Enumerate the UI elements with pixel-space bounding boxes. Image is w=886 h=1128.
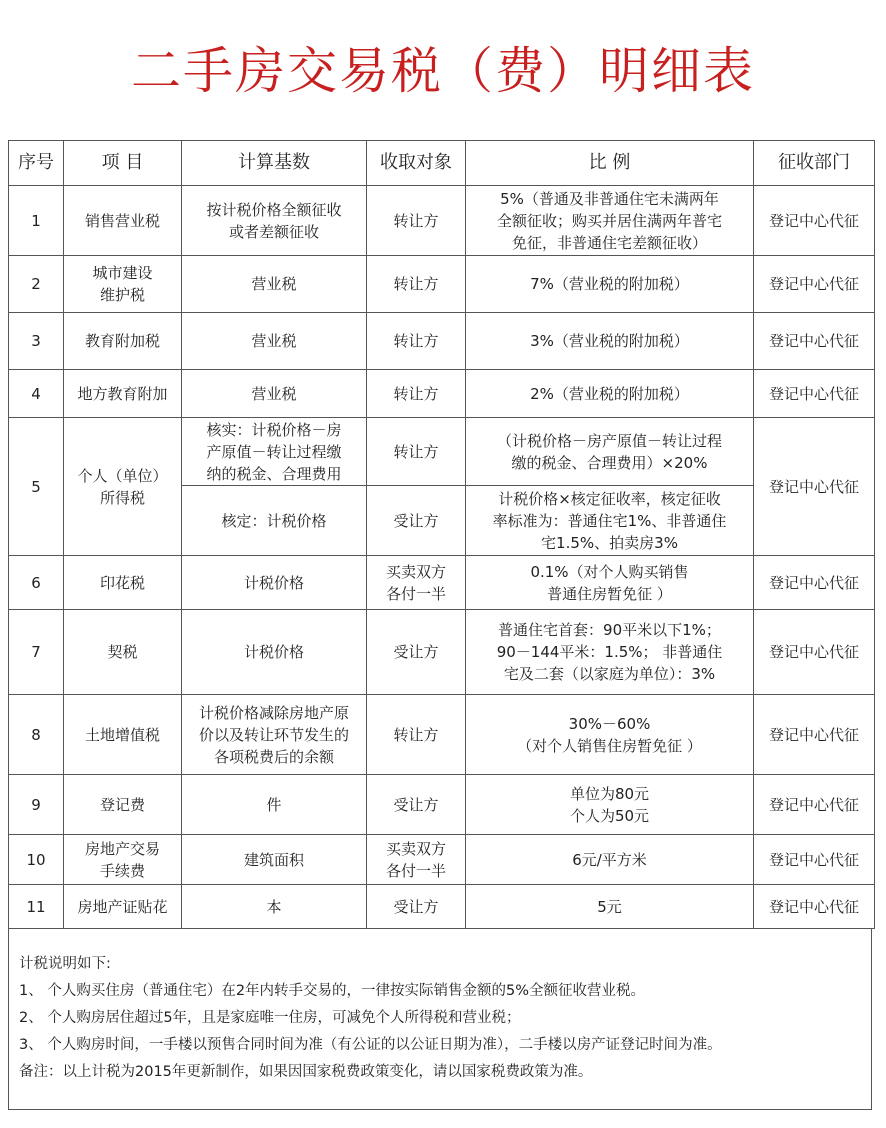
row-payer: 转让方 xyxy=(367,418,466,486)
row-item: 销售营业税 xyxy=(64,186,182,256)
row-rate: （计税价格－房产原值－转让过程 缴的税金、合理费用）×20% xyxy=(466,418,754,486)
table-row xyxy=(9,256,875,313)
row-item: 地方教育附加 xyxy=(64,370,182,418)
row-rate: 3%（营业税的附加税） xyxy=(466,313,754,370)
row-payer: 转让方 xyxy=(367,370,466,418)
row-payer: 转让方 xyxy=(367,313,466,370)
table-row xyxy=(9,370,875,418)
row-rate: 7%（营业税的附加税） xyxy=(466,256,754,313)
table-row xyxy=(9,186,875,256)
row-item: 契税 xyxy=(64,610,182,695)
row-base: 营业税 xyxy=(182,370,367,418)
row-no: 6 xyxy=(9,556,64,610)
page-title: 二手房交易税（费）明细表 xyxy=(131,42,755,100)
row-base: 营业税 xyxy=(182,313,367,370)
col-header-item: 项 目 xyxy=(64,141,182,186)
row-payer: 受让方 xyxy=(367,885,466,929)
table-row xyxy=(9,775,875,835)
row-no: 2 xyxy=(9,256,64,313)
row-base: 计税价格减除房地产原 价以及转让环节发生的 各项税费后的余额 xyxy=(182,695,367,775)
row-payer: 受让方 xyxy=(367,486,466,556)
row-rate: 0.1%（对个人购买销售 普通住房暂免征 ） xyxy=(466,556,754,610)
row-item: 印花税 xyxy=(64,556,182,610)
row-base: 计税价格 xyxy=(182,610,367,695)
col-header-payer: 收取对象 xyxy=(367,141,466,186)
row-no: 3 xyxy=(9,313,64,370)
row-no: 7 xyxy=(9,610,64,695)
row-base: 核定：计税价格 xyxy=(182,486,367,556)
table-row xyxy=(9,313,875,370)
row-rate: 2%（营业税的附加税） xyxy=(466,370,754,418)
row-payer: 买卖双方 各付一半 xyxy=(367,835,466,885)
row-base: 件 xyxy=(182,775,367,835)
header-row xyxy=(9,141,875,186)
row-payer: 转让方 xyxy=(367,695,466,775)
row-rate: 5元 xyxy=(466,885,754,929)
row-rate: 普通住宅首套：90平米以下1%； 90－144平米：1.5%； 非普通住 宅及二套（以家庭为单位）：3% xyxy=(466,610,754,695)
row-no: 4 xyxy=(9,370,64,418)
table-row xyxy=(9,885,875,929)
row-base: 计税价格 xyxy=(182,556,367,610)
row-payer: 转让方 xyxy=(367,256,466,313)
row-rate: 30%－60% （对个人销售住房暂免征 ） xyxy=(466,695,754,775)
note-item: 3、 个人购房时间，一手楼以预售合同时间为准（有公证的以公证日期为准），二手楼以房产证登记时间为准。 xyxy=(19,1037,722,1053)
col-header-dept: 征收部门 xyxy=(754,141,875,186)
row-dept: 登记中心代征 xyxy=(754,313,875,370)
row-item: 房地产交易 手续费 xyxy=(64,835,182,885)
row-dept: 登记中心代征 xyxy=(754,775,875,835)
row-rate: 5%（普通及非普通住宅未满两年 全额征收；购买并居住满两年普宅 免征，非普通住宅差额征收） xyxy=(466,186,754,256)
notes-box xyxy=(8,929,872,1110)
row-no: 5 xyxy=(9,418,64,556)
row-base: 营业税 xyxy=(182,256,367,313)
row-payer: 买卖双方 各付一半 xyxy=(367,556,466,610)
row-dept: 登记中心代征 xyxy=(754,556,875,610)
row-base: 本 xyxy=(182,885,367,929)
table-row xyxy=(9,556,875,610)
row-no: 11 xyxy=(9,885,64,929)
col-header-rate: 比 例 xyxy=(466,141,754,186)
col-header-no: 序号 xyxy=(9,141,64,186)
row-dept: 登记中心代征 xyxy=(754,370,875,418)
row-base: 按计税价格全额征收 或者差额征收 xyxy=(182,186,367,256)
row-rate: 计税价格×核定征收率，核定征收 率标准为：普通住宅1%、非普通住 宅1.5%、拍卖房3% xyxy=(466,486,754,556)
row-dept: 登记中心代征 xyxy=(754,695,875,775)
notes-remark: 备注：以上计税为2015年更新制作，如果因国家税费政策变化，请以国家税费政策为准。 xyxy=(19,1064,593,1080)
table-row xyxy=(9,695,875,775)
table-row xyxy=(9,418,875,486)
row-item: 登记费 xyxy=(64,775,182,835)
note-item: 2、 个人购房居住超过5年，且是家庭唯一住房，可减免个人所得税和营业税； xyxy=(19,1010,521,1026)
row-rate: 单位为80元 个人为50元 xyxy=(466,775,754,835)
row-item: 土地增值税 xyxy=(64,695,182,775)
row-no: 1 xyxy=(9,186,64,256)
tax-table xyxy=(8,140,875,929)
row-base: 核实：计税价格－房 产原值－转让过程缴 纳的税金、合理费用 xyxy=(182,418,367,486)
row-item: 教育附加税 xyxy=(64,313,182,370)
row-dept: 登记中心代征 xyxy=(754,885,875,929)
col-header-base: 计算基数 xyxy=(182,141,367,186)
row-base: 建筑面积 xyxy=(182,835,367,885)
row-rate: 6元/平方米 xyxy=(466,835,754,885)
table-row xyxy=(9,610,875,695)
table-row xyxy=(9,835,875,885)
row-payer: 转让方 xyxy=(367,186,466,256)
row-payer: 受让方 xyxy=(367,775,466,835)
note-item: 1、 个人购买住房（普通住宅）在2年内转手交易的，一律按实际销售金额的5%全额征收营业税。 xyxy=(19,983,646,999)
row-item: 个人（单位） 所得税 xyxy=(64,418,182,556)
row-item: 房地产证贴花 xyxy=(64,885,182,929)
row-item: 城市建设 维护税 xyxy=(64,256,182,313)
row-no: 8 xyxy=(9,695,64,775)
row-no: 9 xyxy=(9,775,64,835)
row-payer: 受让方 xyxy=(367,610,466,695)
row-dept: 登记中心代征 xyxy=(754,186,875,256)
row-dept: 登记中心代征 xyxy=(754,418,875,556)
row-no: 10 xyxy=(9,835,64,885)
row-dept: 登记中心代征 xyxy=(754,256,875,313)
row-dept: 登记中心代征 xyxy=(754,610,875,695)
tax-sheet xyxy=(8,140,874,1110)
notes-heading: 计税说明如下: xyxy=(19,956,111,972)
row-dept: 登记中心代征 xyxy=(754,835,875,885)
